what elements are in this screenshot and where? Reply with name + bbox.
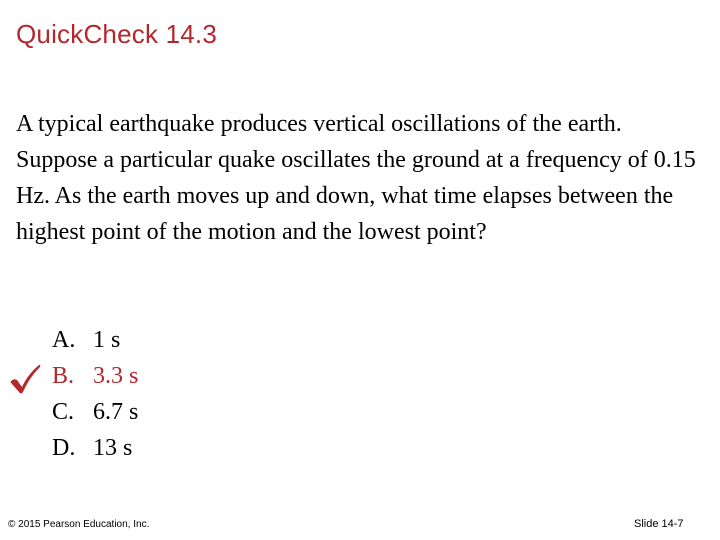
checkmark-icon bbox=[8, 361, 42, 395]
answer-text: 6.7 s bbox=[93, 399, 139, 425]
question-text: A typical earthquake produces vertical oscillations of the earth. Suppose a particular quake oscillates the ground at a frequency of 0.15 Hz. As the earth moves up and down, what time elapses between the highest point of the motion and the lowest point? bbox=[16, 111, 696, 245]
answer-letter: C. bbox=[52, 399, 75, 425]
answer-c bbox=[52, 394, 252, 430]
slide-title: QuickCheck 14.3 bbox=[16, 19, 217, 49]
answer-d bbox=[52, 430, 252, 466]
copyright-text: © 2015 Pearson Education, Inc. bbox=[8, 519, 150, 530]
answer-text: 3.3 s bbox=[93, 363, 139, 389]
answer-text: 1 s bbox=[93, 327, 121, 353]
answer-letter: B. bbox=[52, 363, 75, 389]
answer-a bbox=[52, 322, 252, 358]
answer-text: 13 s bbox=[93, 435, 133, 461]
answer-letter: A. bbox=[52, 327, 76, 353]
slide-number: Slide 14-7 bbox=[634, 518, 684, 530]
answer-letter: D. bbox=[52, 435, 76, 461]
answer-list bbox=[52, 322, 252, 466]
answer-b-correct bbox=[52, 358, 252, 394]
